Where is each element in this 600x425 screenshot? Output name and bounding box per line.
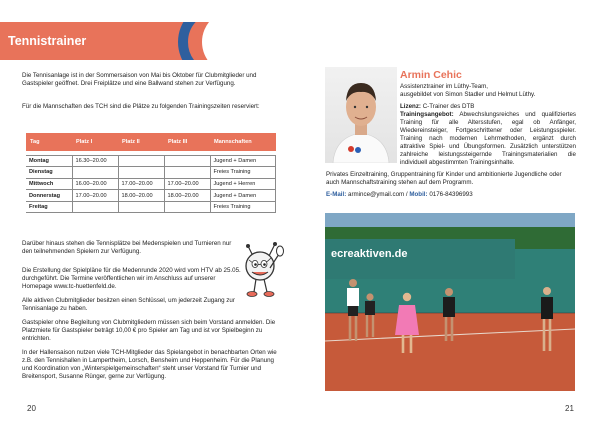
gastspieler-paragraph: Gastspieler ohne Begleitung von Clubmitgliedern müssen sich beim Vorstand anmelden. Die Platzmiete für Gastspieler beträgt 10,00 € pro Spieler am Tag und ist vor Spielbeginn zu entrichten.	[22, 319, 276, 342]
coach-name: Armin Cehic	[400, 69, 462, 81]
email-link[interactable]: armince@ymail.com	[348, 191, 405, 198]
table-row: Mittwoch 16.00–20.00 17.00–20.00 17.00–20.00 Jugend + Herren	[26, 178, 276, 190]
col-platz-3: Platz III	[164, 133, 210, 151]
contact-line: E-Mail: armince@ymail.com / Mobil: 0176-84396993	[326, 191, 473, 198]
tennis-court-photo-image	[325, 213, 575, 391]
hallensaison-paragraph: In der Hallensaison nutzen viele TCH-Mitglieder das Spielangebot in benachbarten Orten wie z.B. den Tennishallen in Lampertheim, Lorsch, Bensheim und Heppenheim. Für die Planung und Koordination von „Winterspielgemeinschaften“ steht unser Vorstand für Turnier und Breitensport, Susanne Rünger, gerne zur Verfügung.	[22, 349, 277, 380]
table-row: Montag 16.30–20.00 Jugend + Damen	[26, 155, 276, 167]
section-title: Tennistrainer	[8, 34, 87, 48]
team-photo	[325, 213, 575, 391]
training-offer-paragraph: Trainingsangebot: Abwechslungsreiches und qualifiziertes Training für alle Altersstufen, egal ob Anfänger, Wiedereinsteiger, Fortgeschrittener oder Leistungsspieler. Training nach modernen Lehrmethoden, ergänzt durch attraktive Spiel- und Übungsformen. Zusätzlich unterstützen zahlreiche leistungssteigernde Trainingsmaterialien die individuell abgestimmten Trainingsinhalte.	[400, 111, 576, 166]
col-platz-2: Platz II	[118, 133, 164, 151]
coach-photo	[325, 67, 397, 163]
table-row: Dienstag Freies Training	[26, 167, 276, 179]
section-banner-tennistrainer	[0, 22, 256, 60]
table-row: Freitag Freies Training	[26, 201, 276, 213]
coach-portrait-image	[325, 67, 397, 163]
intro-paragraph: Die Tennisanlage ist in der Sommersaison von Mai bis Oktober für Clubmitglieder und Gastspieler geöffnet. Drei Freiplätze und eine Ballwand stehen zur Verfügung.	[22, 72, 257, 87]
col-platz-1: Platz I	[72, 133, 118, 151]
page-number-right: 21	[565, 404, 574, 413]
table-row: Donnerstag 17.00–20.00 18.00–20.00 18.00–20.00 Jugend + Damen	[26, 190, 276, 202]
coach-role: Assistenztrainer im Lüthy-Team, ausgebildet von Simon Stadler und Helmut Lüthy.	[400, 83, 536, 98]
tennis-ball-mascot-icon	[242, 236, 284, 306]
private-training-paragraph: Privates Einzeltraining, Gruppentraining für Kinder und ambitionierte Jugendliche oder auch Mannschaftstraining stehen auf dem Programm.	[326, 171, 562, 186]
coach-license: Lizenz: C-Trainer des DTB	[400, 103, 475, 110]
table-header-row	[26, 133, 276, 151]
training-times-table	[26, 133, 276, 213]
col-tag: Tag	[26, 133, 72, 151]
spielplaene-paragraph: Die Erstellung der Spielpläne für die Medenrunde 2020 wird vom HTV ab 25.05. durchgeführt. Die Termine veröffentlichen wir im Anschluss auf unserer Homepage www.tc-huettenfeld.de.	[22, 267, 241, 290]
teams-intro-paragraph: Für die Mannschaften des TCH sind die Plätze zu folgenden Trainingszeiten reserviert:	[22, 103, 260, 110]
schluessel-paragraph: Alle aktiven Clubmitglieder besitzen einen Schlüssel, um jederzeit Zugang zur Tennisanlage zu haben.	[22, 297, 235, 312]
phone-number[interactable]: 0176-84396993	[429, 191, 473, 198]
page-number-left: 20	[27, 404, 36, 413]
medenspiele-paragraph: Darüber hinaus stehen die Tennisplätze bei Medenspielen und Turnieren nur den teilnehmenden Spielern zur Verfügung.	[22, 240, 232, 255]
court-banner-text: ecreaktiven.de	[331, 248, 408, 260]
col-mannschaften: Mannschaften	[210, 133, 276, 151]
